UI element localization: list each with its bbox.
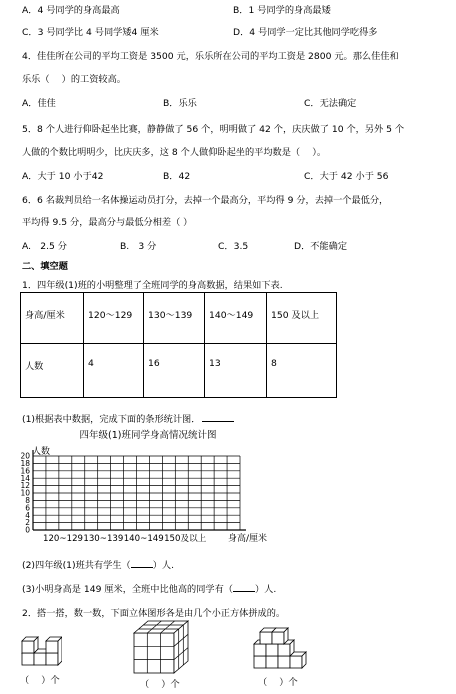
fill1-sub2 <box>22 557 174 571</box>
chart-title: 四年级(1)班同学身高情况统计图 <box>79 430 217 441</box>
q5-text-line2: 人做的个数比明明少，比庆庆多，这 8 个人做仰卧起坐的平均数是（ ）。 <box>22 147 327 158</box>
fill1-intro: 1．四年级(1)班的小明整理了全班同学的身高数据，结果如下表. <box>22 280 283 291</box>
table-header-cell: 身高/厘米 <box>21 293 84 344</box>
q5-text-line1: 5．8 个人进行仰卧起坐比赛，静静做了 56 个，明明做了 42 个，庆庆做了 10 个，另外 5 个 <box>22 124 405 135</box>
answer-blank[interactable] <box>233 591 255 592</box>
table-cell: 人数 <box>21 344 84 398</box>
cube-answer-1[interactable]: （ ）个 <box>20 675 60 686</box>
table-cell: 8 <box>267 344 337 398</box>
q6-option-c: C．3.5 <box>218 241 249 252</box>
table-header-cell: 140～149 <box>205 293 267 344</box>
answer-blank[interactable] <box>131 567 153 568</box>
chart-x-tick-label: 120~129 <box>43 534 84 544</box>
chart-y-tick-label: 18 <box>20 459 30 468</box>
chart-y-axis-label: 人数 <box>32 447 51 457</box>
section-title-fill-in: 二、填空题 <box>22 261 68 272</box>
q3-option-a: A．4 号同学的身高最高 <box>22 5 120 16</box>
chart-y-tick-label: 10 <box>20 488 30 498</box>
cube-figure-2 <box>132 619 190 675</box>
fill1-sub3 <box>22 581 276 595</box>
table-header-cell: 150 及以上 <box>267 293 337 344</box>
fill1-sub2-post: ）人. <box>152 560 175 571</box>
table-header-cell: 120～129 <box>84 293 144 344</box>
q6-option-a: A. 2.5 分 <box>22 241 67 252</box>
table-cell: 4 <box>84 344 144 398</box>
table-cell: 16 <box>144 344 205 398</box>
chart-y-tick-label: 12 <box>20 481 30 491</box>
q5-option-b: B．42 <box>163 171 191 182</box>
answer-blank[interactable] <box>202 421 234 422</box>
q6-text-line1: 6．6 名裁判员给一名体操运动员打分，去掉一个最高分，平均得 9 分，去掉一个最低分， <box>22 195 389 206</box>
q5-option-c: C．大于 42 小于 56 <box>304 171 389 182</box>
fill2-intro: 2．搭一搭，数一数，下面立体图形各是由几个小正方体拼成的。 <box>22 608 286 619</box>
height-data-table <box>20 292 337 398</box>
fill1-sub3-pre: (3)小明身高是 149 厘米，全班中比他高的同学有（ <box>22 584 233 595</box>
table-cell: 13 <box>205 344 267 398</box>
height-bar-chart <box>14 426 304 550</box>
chart-x-ticks <box>43 532 207 544</box>
q6-option-d: D．不能确定 <box>294 241 348 252</box>
chart-y-tick-label: 0 <box>25 525 30 535</box>
chart-y-tick-label: 8 <box>25 496 30 505</box>
chart-y-tick-label: 4 <box>25 510 30 520</box>
table-header-row <box>21 293 337 344</box>
q4-option-b: B．乐乐 <box>163 98 197 109</box>
q4-option-c: C．无法确定 <box>304 98 357 109</box>
chart-y-tick-label: 2 <box>25 518 30 528</box>
cube-answer-2[interactable]: （ ）个 <box>140 679 180 690</box>
chart-x-tick-label: 140~149 <box>123 534 164 544</box>
q3-option-b: B．1 号同学的身高最矮 <box>233 5 331 16</box>
q3-option-c: C．3 号同学比 4 号同学矮4 厘米 <box>22 27 159 38</box>
fill1-sub1 <box>22 411 234 425</box>
cube-answer-3[interactable]: （ ）个 <box>258 677 298 688</box>
q5-option-a: A．大于 10 小于42 <box>22 171 104 182</box>
chart-grid <box>33 456 240 530</box>
chart-y-tick-label: 20 <box>20 451 30 461</box>
chart-x-tick-label: 150及以上 <box>164 534 207 544</box>
q4-text-line1: 4．佳佳所在公司的平均工资是 3500 元，乐乐所在公司的平均工资是 2800 元。那么佳佳和 <box>22 51 399 62</box>
q4-option-a: A．佳佳 <box>22 98 56 109</box>
q6-text-line2: 平均得 9.5 分，最高分与最低分相差（ ） <box>22 217 193 228</box>
chart-y-tick-label: 16 <box>20 466 30 476</box>
chart-y-tick-label: 6 <box>25 503 30 513</box>
table-row <box>21 344 337 398</box>
fill1-sub2-pre: (2)四年级(1)班共有学生（ <box>22 560 131 571</box>
q3-option-d: D．4 号同学一定比其他同学吃得多 <box>233 27 378 38</box>
chart-y-tick-label: 14 <box>20 473 30 483</box>
cube-figure-3 <box>250 622 320 672</box>
cube-figure-1 <box>18 633 62 669</box>
fill1-sub3-post: ）人. <box>254 584 277 595</box>
q6-option-b: B. 3 分 <box>120 241 157 252</box>
q4-text-line2: 乐乐（ ）的工资较高。 <box>22 74 126 85</box>
chart-y-ticks <box>20 452 30 535</box>
fill1-sub1-text: (1)根据表中数据，完成下面的条形统计图． <box>22 414 201 425</box>
chart-x-tick-label: 130~139 <box>83 534 124 544</box>
table-header-cell: 130～139 <box>144 293 205 344</box>
chart-x-axis-label: 身高/厘米 <box>228 534 268 544</box>
